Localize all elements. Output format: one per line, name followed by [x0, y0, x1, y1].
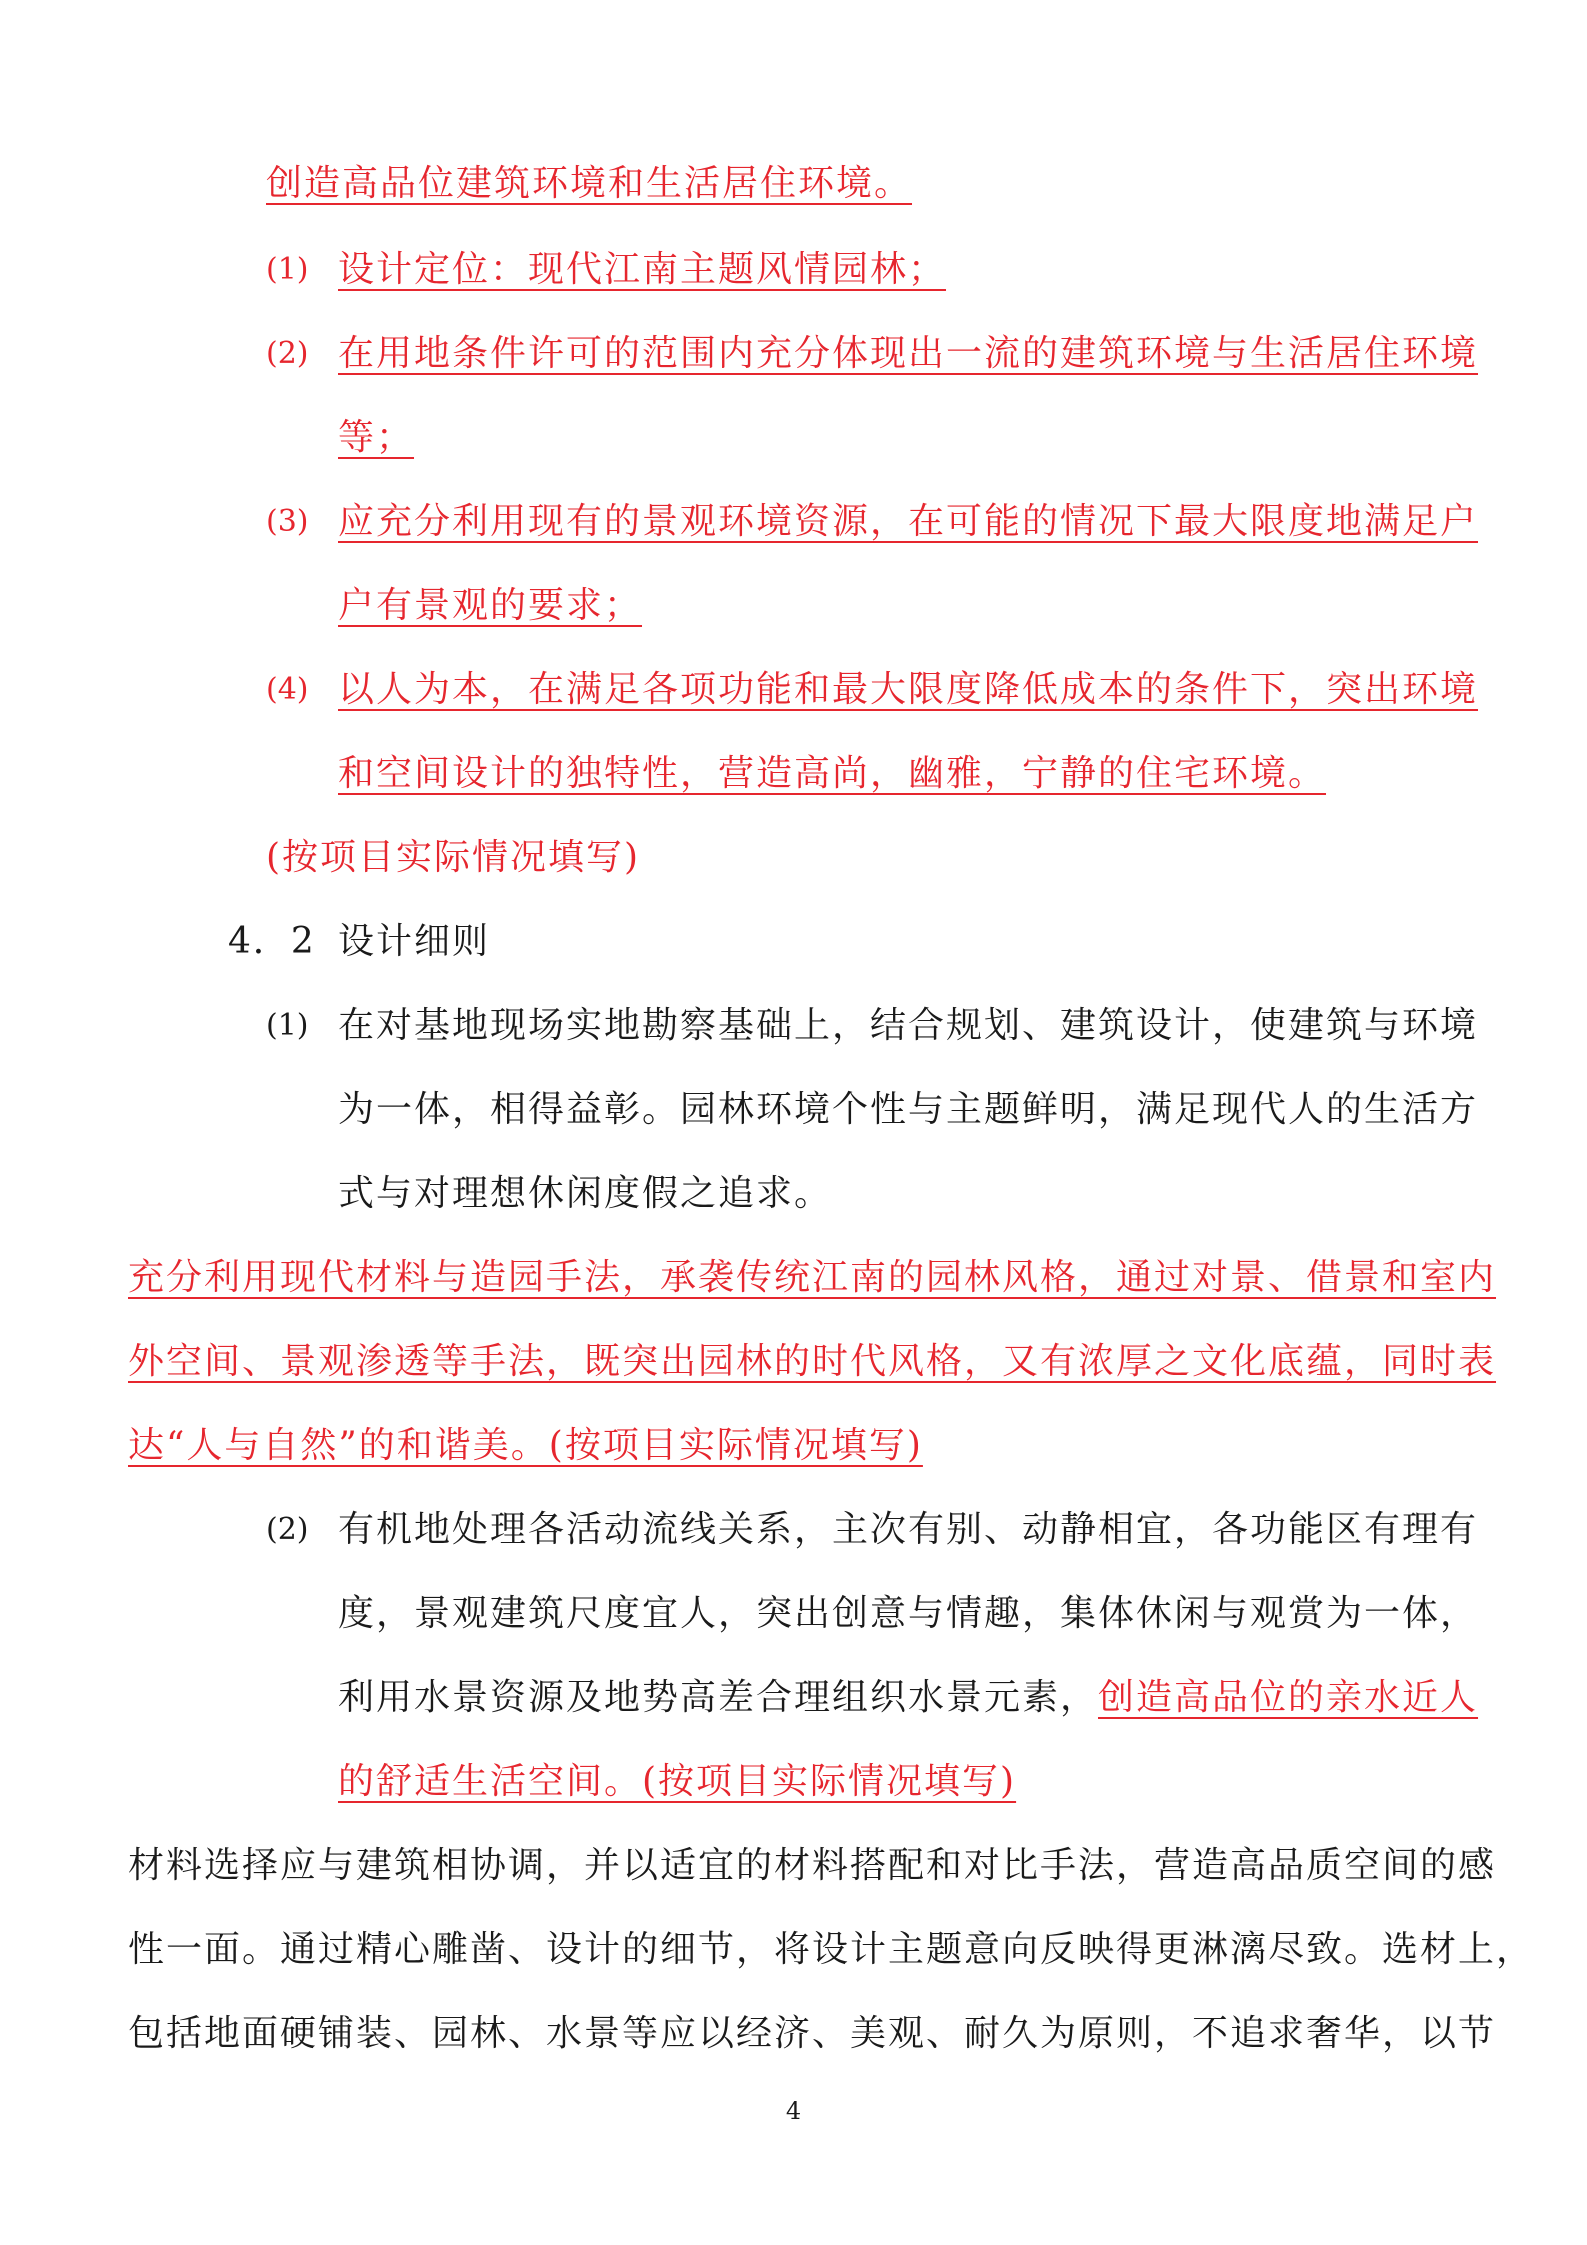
paragraph-line: 材料选择应与建筑相协调，并以适宜的材料搭配和对比手法，营造高品质空间的感: [128, 1845, 1497, 1886]
section-title: 设计细则: [338, 921, 491, 962]
list-item-text: 户有景观的要求；: [338, 585, 643, 626]
text-red-part: 创造高品位的亲水近人: [1098, 1677, 1479, 1718]
paragraph-line: 性一面。通过精心雕凿、设计的细节，将设计主题意向反映得更淋漓尽致。选材上，: [128, 1929, 1535, 1970]
list-number: (1): [266, 252, 309, 287]
list-number: (2): [266, 1512, 309, 1547]
text-line: 创造高品位建筑环境和生活居住环境。: [266, 163, 913, 204]
list-item-text: 应充分利用现有的景观环境资源，在可能的情况下最大限度地满足户: [338, 501, 1479, 542]
paragraph-line: 充分利用现代材料与造园手法，承袭传统江南的园林风格，通过对景、借景和室内: [128, 1257, 1497, 1298]
list-number: (2): [266, 336, 309, 371]
list-number: (3): [266, 504, 309, 539]
list-item-text: 为一体，相得益彰。园林环境个性与主题鲜明，满足现代人的生活方: [338, 1089, 1479, 1130]
list-item-text: 的舒适生活空间。(按项目实际情况填写): [338, 1761, 1017, 1802]
list-item-text: 式与对理想休闲度假之追求。: [338, 1173, 833, 1214]
list-item-text: 设计定位：现代江南主题风情园林；: [338, 249, 947, 290]
paragraph-line: 外空间、景观渗透等手法，既突出园林的时代风格，又有浓厚之文化底蕴，同时表: [128, 1341, 1497, 1382]
list-item-text: 等；: [338, 417, 415, 458]
list-number: (1): [266, 1008, 309, 1043]
section-heading: [228, 918, 490, 966]
section-number: 4．2: [228, 921, 316, 962]
note-text: (按项目实际情况填写): [266, 837, 641, 878]
paragraph-line: 包括地面硬铺装、园林、水景等应以经济、美观、耐久为原则，不追求奢华，以节: [128, 2013, 1497, 2054]
list-item-text: [338, 1674, 1478, 1722]
list-item-text: 在用地条件许可的范围内充分体现出一流的建筑环境与生活居住环境: [338, 333, 1479, 374]
list-item-text: 和空间设计的独特性，营造高尚，幽雅，宁静的住宅环境。: [338, 753, 1327, 794]
page-number: 4: [785, 2097, 802, 2125]
text-black-part: 利用水景资源及地势高差合理组织水景元素，: [338, 1677, 1099, 1718]
list-item-text: 有机地处理各活动流线关系，主次有别、动静相宜，各功能区有理有: [338, 1509, 1479, 1550]
paragraph-line: 达“人与自然”的和谐美。(按项目实际情况填写): [128, 1425, 923, 1466]
list-item-text: 在对基地现场实地勘察基础上，结合规划、建筑设计，使建筑与环境: [338, 1005, 1479, 1046]
list-item-text: 以人为本，在满足各项功能和最大限度降低成本的条件下，突出环境: [338, 669, 1479, 710]
list-number: (4): [266, 672, 309, 707]
list-item-text: 度，景观建筑尺度宜人，突出创意与情趣，集体休闲与观赏为一体，: [338, 1593, 1479, 1634]
